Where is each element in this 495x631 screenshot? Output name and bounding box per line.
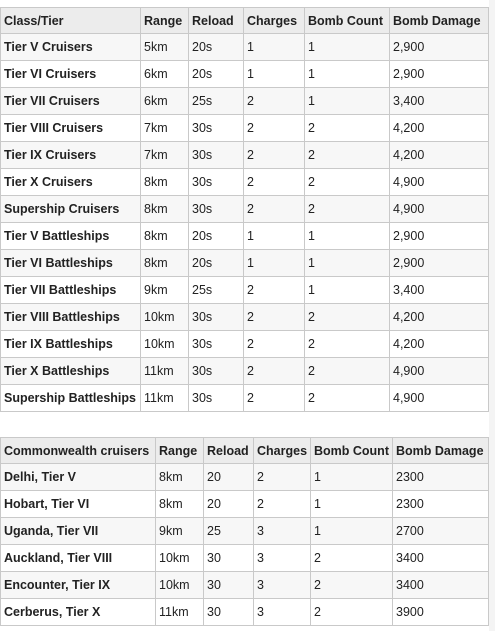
cell-charges: 2	[244, 331, 305, 358]
cell-reload: 30	[204, 545, 254, 572]
cell-bomb-count: 1	[311, 491, 393, 518]
cell-name: Tier IX Battleships	[1, 331, 141, 358]
cell-range: 11km	[156, 599, 204, 626]
cell-reload: 20	[204, 464, 254, 491]
table-row	[1, 115, 489, 142]
cell-bomb-damage: 3,400	[390, 277, 489, 304]
cell-bomb-damage: 4,900	[390, 169, 489, 196]
cell-name: Cerberus, Tier X	[1, 599, 156, 626]
cell-bomb-count: 1	[305, 61, 390, 88]
ship-stats-table	[0, 7, 489, 412]
column-header-class-tier: Class/Tier	[1, 8, 141, 34]
cell-bomb-count: 1	[305, 88, 390, 115]
cell-bomb-damage: 2,900	[390, 34, 489, 61]
cell-range: 10km	[156, 572, 204, 599]
cell-reload: 30s	[189, 358, 244, 385]
cell-name: Supership Battleships	[1, 385, 141, 412]
table-row	[1, 464, 489, 491]
cell-name: Tier V Cruisers	[1, 34, 141, 61]
cell-charges: 2	[254, 464, 311, 491]
cell-bomb-damage: 3,400	[390, 88, 489, 115]
cell-name: Tier V Battleships	[1, 223, 141, 250]
table-row	[1, 169, 489, 196]
cell-range: 11km	[141, 358, 189, 385]
cell-bomb-damage: 3900	[393, 599, 489, 626]
table-row	[1, 545, 489, 572]
column-header-range: Range	[156, 438, 204, 464]
cell-reload: 30	[204, 599, 254, 626]
cell-name: Tier VII Battleships	[1, 277, 141, 304]
cell-bomb-damage: 4,200	[390, 304, 489, 331]
column-header-commonwealth-cruisers: Commonwealth cruisers	[1, 438, 156, 464]
cell-range: 8km	[156, 491, 204, 518]
cell-range: 8km	[141, 169, 189, 196]
cell-reload: 20s	[189, 250, 244, 277]
cell-bomb-damage: 4,200	[390, 115, 489, 142]
cell-range: 7km	[141, 142, 189, 169]
cell-bomb-damage: 2,900	[390, 61, 489, 88]
cell-bomb-damage: 2700	[393, 518, 489, 545]
cell-charges: 3	[254, 545, 311, 572]
cell-charges: 1	[244, 223, 305, 250]
cell-bomb-count: 2	[311, 545, 393, 572]
cell-range: 6km	[141, 88, 189, 115]
cell-range: 11km	[141, 385, 189, 412]
cell-range: 8km	[141, 223, 189, 250]
cell-bomb-damage: 4,200	[390, 331, 489, 358]
cell-name: Tier VII Cruisers	[1, 88, 141, 115]
cell-reload: 25	[204, 518, 254, 545]
cell-bomb-damage: 2300	[393, 464, 489, 491]
cell-range: 8km	[141, 250, 189, 277]
table-row	[1, 491, 489, 518]
column-header-range: Range	[141, 8, 189, 34]
cell-range: 8km	[141, 196, 189, 223]
cell-charges: 3	[254, 518, 311, 545]
cell-name: Tier VIII Cruisers	[1, 115, 141, 142]
cell-reload: 30s	[189, 196, 244, 223]
cell-reload: 20s	[189, 34, 244, 61]
column-header-reload: Reload	[189, 8, 244, 34]
cell-reload: 20s	[189, 61, 244, 88]
cell-bomb-count: 2	[305, 385, 390, 412]
cell-range: 7km	[141, 115, 189, 142]
cell-name: Tier X Cruisers	[1, 169, 141, 196]
table-header-row	[1, 438, 489, 464]
cell-reload: 30s	[189, 304, 244, 331]
cell-reload: 25s	[189, 277, 244, 304]
cell-name: Tier VI Cruisers	[1, 61, 141, 88]
cell-name: Tier VIII Battleships	[1, 304, 141, 331]
cell-bomb-count: 2	[311, 572, 393, 599]
cell-name: Hobart, Tier VI	[1, 491, 156, 518]
cell-name: Uganda, Tier VII	[1, 518, 156, 545]
cell-bomb-count: 1	[305, 223, 390, 250]
cell-bomb-damage: 4,900	[390, 196, 489, 223]
cell-bomb-count: 2	[305, 304, 390, 331]
table-row	[1, 331, 489, 358]
cell-charges: 2	[244, 196, 305, 223]
cell-charges: 2	[244, 115, 305, 142]
cell-bomb-count: 1	[305, 250, 390, 277]
cell-name: Tier IX Cruisers	[1, 142, 141, 169]
table-row	[1, 358, 489, 385]
cell-reload: 20s	[189, 223, 244, 250]
cell-bomb-count: 2	[305, 358, 390, 385]
cell-charges: 2	[244, 304, 305, 331]
table-row	[1, 34, 489, 61]
table-row	[1, 250, 489, 277]
cell-bomb-count: 2	[305, 331, 390, 358]
table-row	[1, 599, 489, 626]
column-header-bomb-damage: Bomb Damage	[390, 8, 489, 34]
cell-bomb-count: 1	[305, 34, 390, 61]
cell-reload: 30	[204, 572, 254, 599]
cell-reload: 30s	[189, 115, 244, 142]
cell-reload: 30s	[189, 331, 244, 358]
cell-range: 8km	[156, 464, 204, 491]
column-header-charges: Charges	[244, 8, 305, 34]
cell-bomb-count: 2	[305, 115, 390, 142]
cell-reload: 30s	[189, 169, 244, 196]
cell-reload: 30s	[189, 385, 244, 412]
cell-name: Delhi, Tier V	[1, 464, 156, 491]
table-row	[1, 277, 489, 304]
table-row	[1, 196, 489, 223]
column-header-bomb-count: Bomb Count	[311, 438, 393, 464]
cell-charges: 2	[244, 169, 305, 196]
cell-name: Tier X Battleships	[1, 358, 141, 385]
cell-range: 10km	[156, 545, 204, 572]
cell-range: 10km	[141, 304, 189, 331]
cell-bomb-count: 2	[305, 196, 390, 223]
cell-range: 9km	[156, 518, 204, 545]
cell-bomb-damage: 2300	[393, 491, 489, 518]
table-row	[1, 142, 489, 169]
cell-reload: 20	[204, 491, 254, 518]
cell-charges: 1	[244, 250, 305, 277]
page-gutter	[489, 0, 495, 631]
cell-charges: 2	[244, 358, 305, 385]
cell-bomb-count: 1	[311, 518, 393, 545]
cell-charges: 2	[254, 491, 311, 518]
cell-bomb-damage: 2,900	[390, 223, 489, 250]
table-row	[1, 572, 489, 599]
column-header-bomb-count: Bomb Count	[305, 8, 390, 34]
cell-name: Encounter, Tier IX	[1, 572, 156, 599]
cell-bomb-damage: 3400	[393, 545, 489, 572]
cell-bomb-count: 2	[305, 169, 390, 196]
cell-reload: 30s	[189, 142, 244, 169]
cell-bomb-damage: 4,900	[390, 385, 489, 412]
commonwealth-cruisers-table	[0, 437, 489, 626]
cell-bomb-count: 1	[305, 277, 390, 304]
cell-charges: 1	[244, 34, 305, 61]
cell-bomb-damage: 4,200	[390, 142, 489, 169]
cell-bomb-damage: 2,900	[390, 250, 489, 277]
cell-bomb-count: 1	[311, 464, 393, 491]
table-row	[1, 385, 489, 412]
table-row	[1, 223, 489, 250]
column-header-bomb-damage: Bomb Damage	[393, 438, 489, 464]
table-row	[1, 304, 489, 331]
table-row	[1, 88, 489, 115]
cell-bomb-count: 2	[311, 599, 393, 626]
cell-reload: 25s	[189, 88, 244, 115]
cell-range: 9km	[141, 277, 189, 304]
cell-bomb-damage: 4,900	[390, 358, 489, 385]
column-header-charges: Charges	[254, 438, 311, 464]
cell-bomb-count: 2	[305, 142, 390, 169]
cell-charges: 2	[244, 277, 305, 304]
table-header-row	[1, 8, 489, 34]
cell-range: 5km	[141, 34, 189, 61]
cell-name: Supership Cruisers	[1, 196, 141, 223]
table-row	[1, 61, 489, 88]
cell-charges: 1	[244, 61, 305, 88]
cell-charges: 2	[244, 142, 305, 169]
cell-name: Auckland, Tier VIII	[1, 545, 156, 572]
cell-range: 10km	[141, 331, 189, 358]
cell-bomb-damage: 3400	[393, 572, 489, 599]
column-header-reload: Reload	[204, 438, 254, 464]
cell-charges: 2	[244, 385, 305, 412]
cell-charges: 3	[254, 572, 311, 599]
cell-charges: 2	[244, 88, 305, 115]
cell-range: 6km	[141, 61, 189, 88]
table-row	[1, 518, 489, 545]
cell-name: Tier VI Battleships	[1, 250, 141, 277]
cell-charges: 3	[254, 599, 311, 626]
